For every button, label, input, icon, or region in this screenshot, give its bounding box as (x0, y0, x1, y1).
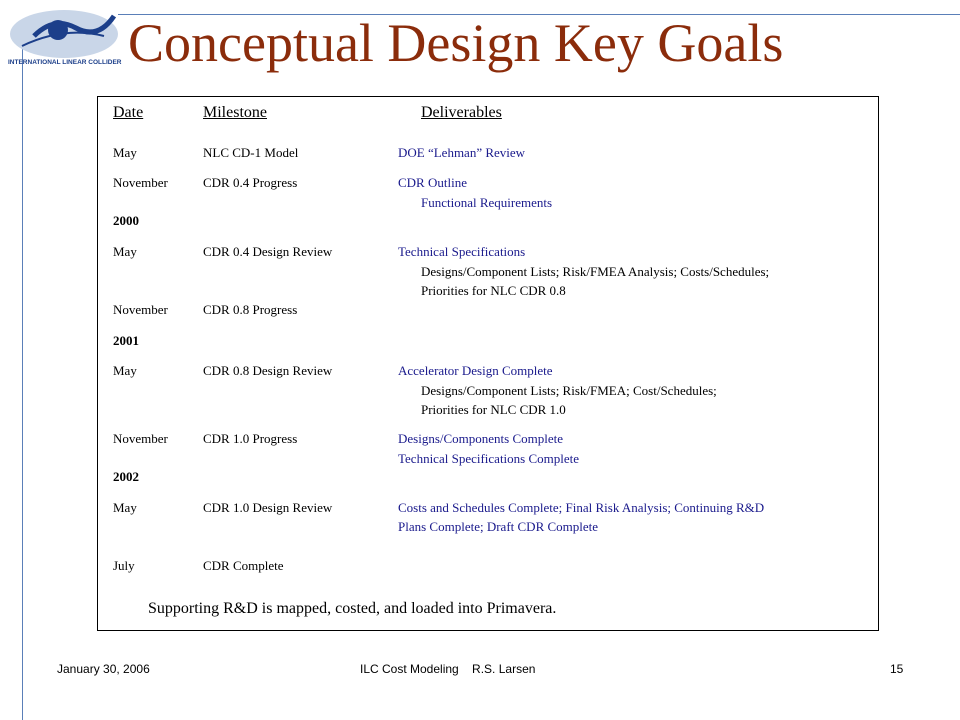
header-date: Date (113, 104, 144, 121)
row-deliverable-detail: Priorities for NLC CDR 1.0 (421, 402, 566, 417)
logo-text: INTERNATIONAL LINEAR COLLIDER (8, 59, 122, 66)
row-deliverable: Costs and Schedules Complete; Final Risk Analysis; Continuing R&D (398, 500, 765, 515)
row-deliverable: Technical Specifications Complete (398, 451, 580, 466)
row-milestone: CDR 1.0 Design Review (203, 500, 333, 515)
row-date: May (113, 145, 137, 160)
row-date: November (113, 175, 168, 190)
year-label: 2000 (113, 213, 139, 228)
row-date: July (113, 558, 135, 573)
row-date: May (113, 244, 137, 259)
row-date: May (113, 500, 137, 515)
slide-title: Conceptual Design Key Goals (128, 13, 784, 73)
footer-page-number: 15 (890, 662, 904, 676)
row-milestone: CDR 0.4 Design Review (203, 244, 333, 259)
row-milestone: CDR 1.0 Progress (203, 431, 298, 446)
row-milestone: CDR 0.8 Progress (203, 302, 298, 317)
footer-center: ILC Cost Modeling R.S. Larsen (360, 662, 536, 676)
row-deliverable-detail: Designs/Component Lists; Risk/FMEA Analysis; Costs/Schedules; (421, 264, 770, 279)
row-date: November (113, 302, 168, 317)
row-deliverable-detail: Designs/Component Lists; Risk/FMEA; Cost/Schedules; (421, 383, 717, 398)
supporting-note: Supporting R&D is mapped, costed, and loaded into Primavera. (148, 600, 557, 617)
row-deliverable: CDR Outline (398, 175, 467, 190)
row-deliverable: Plans Complete; Draft CDR Complete (398, 519, 599, 534)
year-label: 2001 (113, 333, 139, 348)
row-deliverable: DOE “Lehman” Review (398, 145, 526, 160)
row-date: November (113, 431, 168, 446)
row-deliverable: Functional Requirements (421, 195, 553, 210)
left-rule (22, 48, 23, 720)
header-milestone: Milestone (203, 104, 267, 121)
row-deliverable: Accelerator Design Complete (398, 363, 553, 378)
year-label: 2002 (113, 469, 139, 484)
row-deliverable: Designs/Components Complete (398, 431, 564, 446)
footer-date: January 30, 2006 (57, 662, 150, 676)
row-milestone: CDR 0.8 Design Review (203, 363, 333, 378)
row-milestone: CDR Complete (203, 558, 284, 573)
ilc-logo (4, 6, 122, 70)
header-deliverables: Deliverables (421, 104, 502, 121)
row-date: May (113, 363, 137, 378)
row-milestone: CDR 0.4 Progress (203, 175, 298, 190)
row-milestone: NLC CD-1 Model (203, 145, 299, 160)
row-deliverable: Technical Specifications (398, 244, 526, 259)
row-deliverable-detail: Priorities for NLC CDR 0.8 (421, 283, 566, 298)
